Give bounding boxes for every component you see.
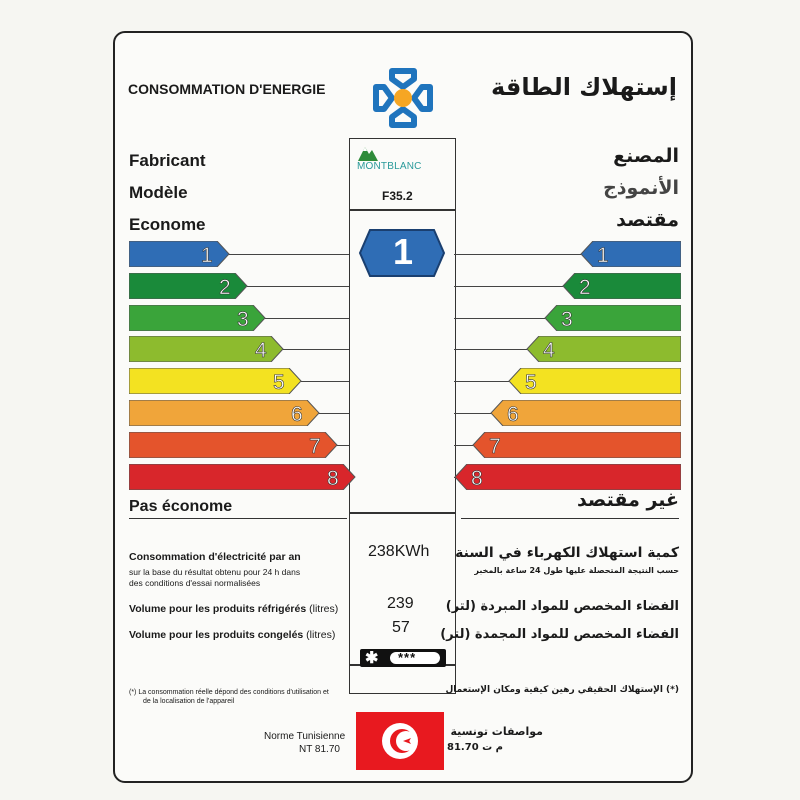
class-bar-left-6	[129, 400, 321, 426]
consumption-note-ar: حسب النتيجة المتحصلة عليها طول 24 ساعة بالمخبر	[474, 566, 679, 575]
class-bar-right-2	[561, 273, 681, 299]
energy-label	[113, 31, 693, 783]
freezer-volume-label-fr: Volume pour les produits congelés (litres)	[129, 629, 336, 641]
consumption-note-fr-1: sur la base du résultat obtenu pour 24 h dans	[129, 567, 301, 577]
class-connector-left-2	[247, 286, 349, 287]
class-label-left-8: 8	[327, 466, 339, 490]
class-connector-left-5	[301, 381, 349, 382]
footnote-fr-1: (*) La consommation réelle dépond des conditions d'utilisation et	[129, 689, 329, 696]
model-label-ar: الأنموذج	[603, 177, 679, 199]
center-column	[349, 138, 456, 694]
consumption-value-row	[368, 543, 429, 561]
class-connector-left-3	[265, 318, 349, 319]
montblanc-mountain-icon	[358, 145, 378, 161]
footnote-ar: (*) الإستهلاك الحقيقي رهين كيفية ومكان الإستعمال	[445, 685, 679, 695]
class-connector-right-8	[454, 477, 455, 478]
class-label-left-3: 3	[237, 307, 249, 331]
fridge-volume-label-fr: Volume pour les produits réfrigérés (litres)	[129, 603, 339, 615]
class-connector-right-5	[454, 381, 509, 382]
freezer-volume-label-ar: الفضاء المخصص للمواد المجمدة (لتر)	[440, 627, 679, 642]
class-connector-right-2	[454, 286, 563, 287]
class-bar-left-7	[129, 432, 339, 458]
class-connector-left-6	[319, 413, 349, 414]
class-bar-right-7	[471, 432, 681, 458]
class-label-left-4: 4	[255, 339, 267, 363]
freezer-star-rating	[360, 649, 446, 667]
scale-bottom-label-fr: Pas économe	[129, 498, 233, 515]
consumption-label-ar: كمية استهلاك الكهرباء في السنة	[455, 545, 679, 561]
class-bar-right-4	[525, 336, 681, 362]
norm-fr-1: Norme Tunisienne	[264, 731, 346, 742]
class-bar-right-8	[453, 464, 681, 490]
class-label-left-2: 2	[219, 275, 231, 299]
tunisia-flag-icon	[356, 712, 444, 770]
norm-ar-2: م ت 81.70	[447, 742, 503, 753]
fridge-volume-label-ar: الفضاء المخصص للمواد المبردة (لتر)	[445, 599, 679, 614]
manufacturer-label-fr: Fabricant	[129, 151, 206, 170]
norm-fr-2: NT 81.70	[299, 744, 340, 755]
manufacturer-value: MONTBLANC	[357, 161, 422, 172]
energy-rating-value: 1	[392, 231, 414, 272]
class-label-right-6: 6	[507, 403, 519, 426]
tunisia-energy-logo-icon	[370, 65, 436, 131]
class-bar-right-6	[489, 400, 681, 426]
class-bar-left-5	[129, 368, 303, 394]
class-bar-left-8	[129, 464, 357, 490]
manufacturer-label-ar: المصنع	[613, 145, 679, 167]
class-label-right-7: 7	[489, 434, 501, 458]
model-value: F35.2	[382, 189, 413, 203]
class-label-right-1: 1	[597, 244, 609, 267]
class-label-left-7: 7	[309, 434, 321, 458]
class-label-right-8: 8	[471, 466, 483, 490]
consumption-note-fr-2: des conditions d'essai normalisées	[129, 578, 261, 588]
fridge-volume-value: 239	[387, 595, 414, 612]
class-bar-left-4	[129, 336, 285, 362]
scale-top-label-fr: Econome	[129, 215, 206, 234]
consumption-unit: KWh	[394, 543, 430, 560]
class-label-left-5: 5	[273, 371, 285, 395]
class-label-left-6: 6	[291, 403, 303, 426]
snowflake-icon: ✱	[365, 650, 379, 667]
title-arabic: إستهلاك الطاقة	[491, 73, 677, 101]
class-label-left-1: 1	[201, 244, 213, 267]
norm-ar-1: مواصفات تونسية	[450, 725, 543, 738]
class-bar-left-3	[129, 305, 267, 331]
class-connector-right-4	[454, 349, 527, 350]
consumption-value: 238	[368, 543, 395, 560]
star-rating-text: ***	[398, 650, 417, 665]
model-label-fr: Modèle	[129, 183, 188, 202]
class-connector-right-1	[454, 254, 581, 255]
scale-bottom-label-ar: غير مقتصد	[576, 489, 679, 511]
class-connector-left-7	[337, 445, 349, 446]
class-connector-right-3	[454, 318, 545, 319]
class-connector-right-7	[454, 445, 473, 446]
title-french: CONSOMMATION D'ENERGIE	[128, 81, 326, 97]
class-label-right-2: 2	[579, 275, 591, 299]
class-bar-left-2	[129, 273, 249, 299]
footnote-fr-2: de la localisation de l'appareil	[143, 698, 235, 705]
consumption-label-fr: Consommation d'électricité par an	[129, 551, 301, 563]
class-label-right-3: 3	[561, 307, 573, 331]
class-bar-right-1	[579, 241, 681, 267]
class-connector-left-4	[283, 349, 349, 350]
class-label-right-5: 5	[525, 371, 537, 395]
class-connector-left-1	[229, 254, 349, 255]
class-bar-right-5	[507, 368, 681, 394]
class-connector-right-6	[454, 413, 491, 414]
class-bar-left-1	[129, 241, 231, 267]
freezer-volume-value: 57	[392, 619, 410, 636]
class-bar-right-3	[543, 305, 681, 331]
class-label-right-4: 4	[543, 339, 555, 363]
scale-top-label-ar: مقتصد	[616, 209, 679, 231]
